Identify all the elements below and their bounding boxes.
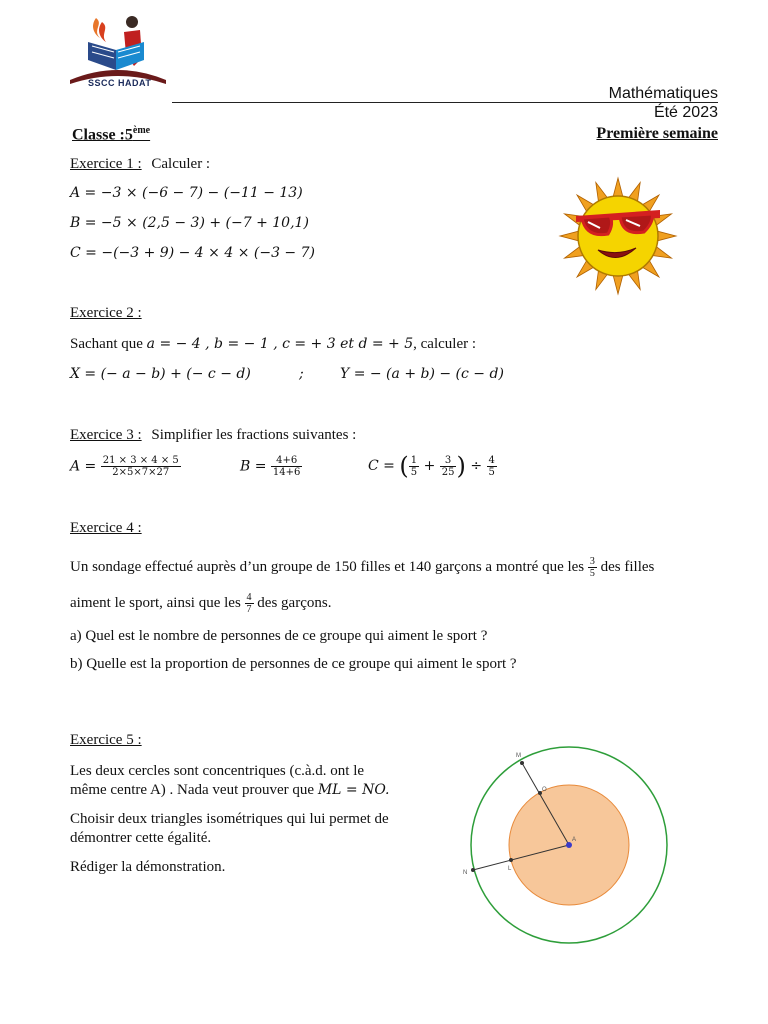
season-label: Été 2023 [653,104,718,121]
sun-with-sunglasses-icon [556,176,680,296]
ex5-paragraph-3: Rédiger la démonstration. [70,859,226,875]
ex1-line-c: C = −(−3 + 9) − 4 × 4 × (−3 − 7) [70,245,315,261]
label-l: L [508,866,512,872]
ex4-question-b: b) Quelle est la proportion de personnes de ce groupe qui aiment le sport ? [70,656,517,672]
fraction-a: $\frac{21 \times 3 \times 4 \times 5}{2\times 5\times 7\times 27}$ [102,455,179,478]
ex3-fraction-b: B = $\frac{4+6}{14+6}$ [240,455,301,478]
class-label: Classe :5ème [72,125,151,144]
ex4-text-line1: Un sondage effectué auprès d’un groupe de 150 filles et 140 garçons a montré que les $\frac{3}{5}$ des filles [70,556,655,579]
ex3-fraction-c: C = ( $\frac{1}{5}$ + $\frac{3}{25}$ ) ÷ $\frac{4}{5}$ [368,452,495,480]
concentric-circles-figure [460,745,678,985]
ex3-title: Exercice 3 : [70,427,142,443]
label-a: A [572,837,577,843]
label-n: N [463,870,468,876]
ex1-instruction: Calculer : [151,156,211,172]
point-m [520,761,524,765]
week-label: Première semaine [596,125,718,142]
fraction-b: $\frac{4+6}{14+6}$ [272,455,301,478]
header-rule [172,102,718,103]
ex5-paragraph-2: Choisir deux triangles isométriques qui lui permet de démontrer cette égalité. [70,811,389,846]
ex1-title: Exercice 1 : [70,156,142,172]
ex4-question-a: a) Quel est le nombre de personnes de ce groupe qui aiment le sport ? [70,628,488,644]
ex3-header [70,427,356,444]
ex1-line-a: A = −3 × (−6 − 7) − (−11 − 13) [70,185,303,201]
label-o: O [542,787,547,793]
logo-text: SSCC HADAT [88,78,152,88]
ex2-expr-y: Y = − (a + b) − (c − d) [340,366,504,382]
ex4-text-line2: aiment le sport, ainsi que les $\frac{4}{7}$ des garçons. [70,592,332,615]
point-l [509,858,513,862]
ex1-line-b: B = −5 × (2,5 − 3) + (−7 + 10,1) [70,215,309,231]
ex5-paragraph-1: Les deux cercles sont concentriques (c.à.d. ont le même centre A) . Nada veut prouver que ML = NO. [70,763,390,798]
geometry-figure [460,745,678,985]
ex5-title: Exercice 5 : [70,732,142,748]
ex3-fraction-a: A = $\frac{21 \times 3 \times 4 \times 5}{2\times 5\times 7\times 27}$ [70,455,179,478]
sun-illustration [556,176,680,296]
ex2-separator: ; [299,366,304,382]
school-logo [66,8,170,94]
ex3-instruction: Simplifier les fractions suivantes : [151,427,357,443]
ex1-header [70,156,210,173]
ex4-title: Exercice 4 : [70,520,142,536]
ex2-title: Exercice 2 : [70,305,142,321]
ex2-expr-x: X = (− a − b) + (− c − d) [70,366,251,382]
ex2-statement: Sachant que a = − 4 , b = − 1 , c = + 3 et d = + 5, calculer : [70,336,477,352]
label-m: M [516,753,521,759]
subject-label: Mathématiques [608,85,718,102]
point-n [471,868,475,872]
